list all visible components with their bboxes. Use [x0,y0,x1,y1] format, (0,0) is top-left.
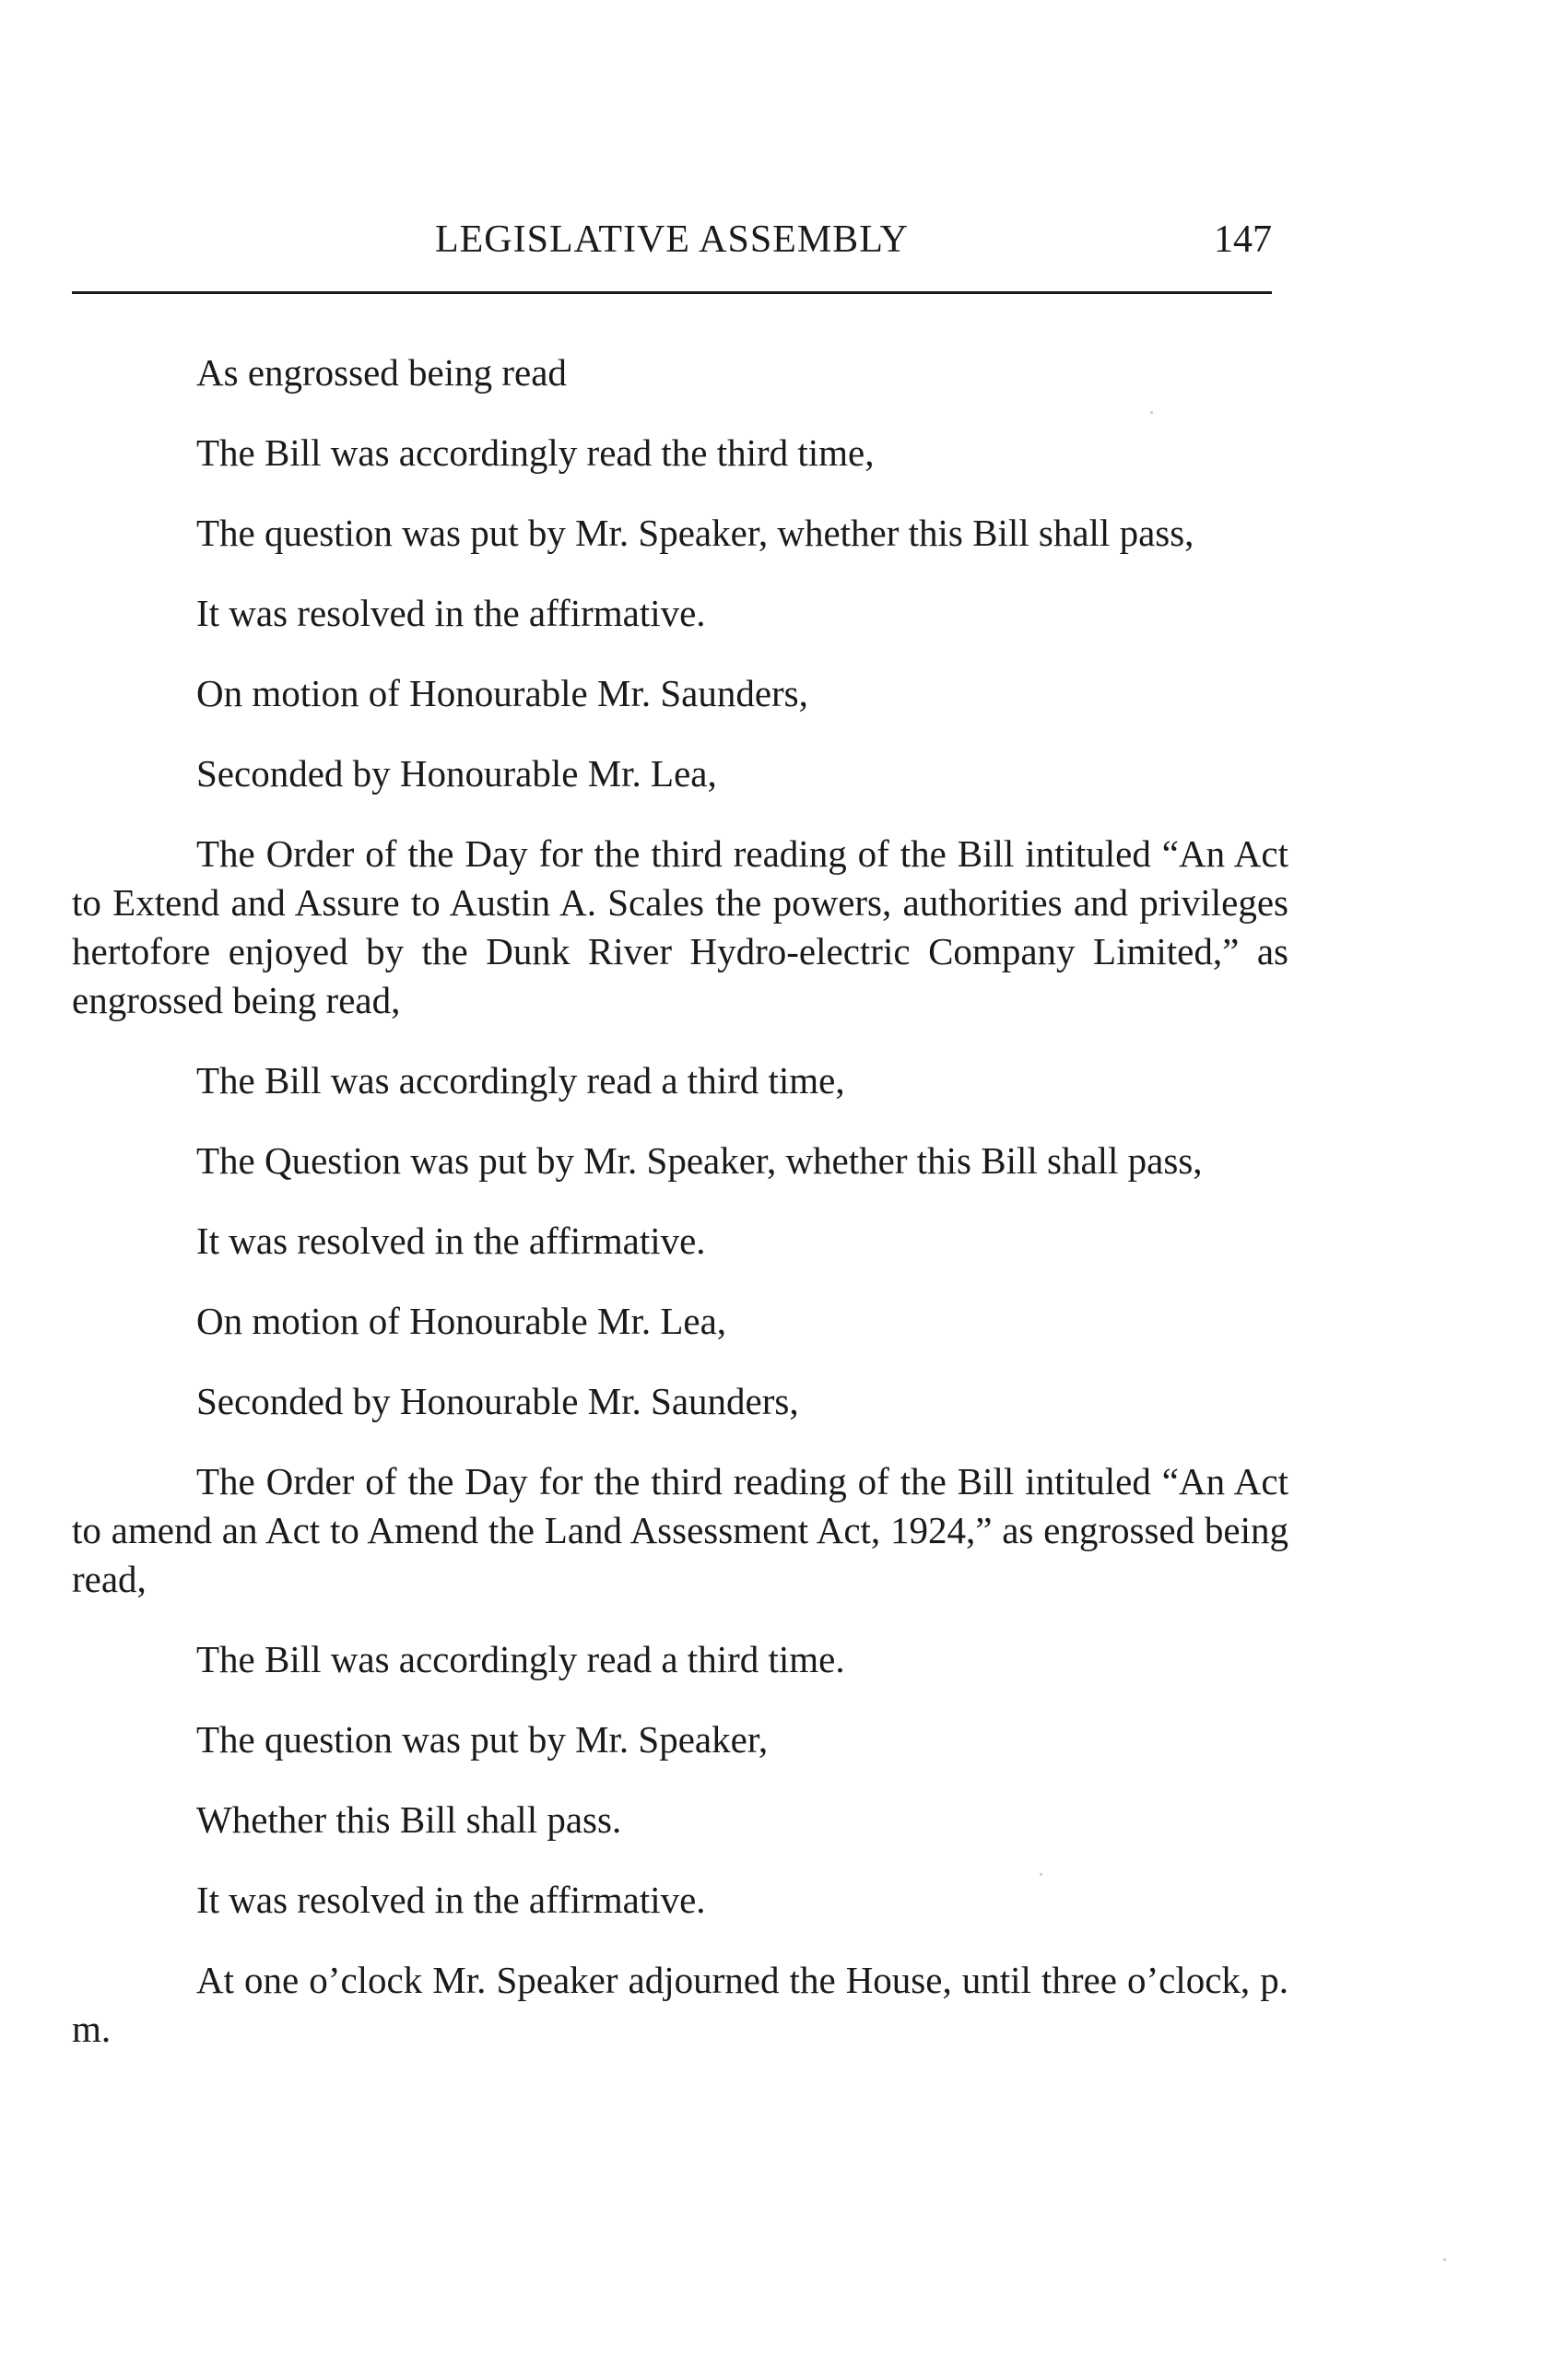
page-title: LEGISLATIVE ASSEMBLY [435,218,909,261]
paragraph: The question was put by Mr. Speaker, [196,1718,769,1761]
paragraph: As engrossed being read [196,351,567,394]
paragraph: The question was put by Mr. Speaker, whether this Bill shall pass, [196,512,1194,554]
scan-speck [1040,1873,1042,1876]
paragraph: It was resolved in the affirmative. [196,1879,706,1921]
paragraph: The Order of the Day for the third reading of the Bill intituled “An Act to Extend and Assure to Austin A. Scales the powers, authorities and privileges hertofore enjoyed by the Dunk River Hydro-electric Company Limited,” as engrossed being read, [72,832,1288,1021]
paragraph: The Question was put by Mr. Speaker, whether this Bill shall pass, [196,1139,1203,1182]
paragraph: The Bill was accordingly read the third time, [196,431,875,474]
header-rule [72,291,1272,294]
page-number: 147 [1214,218,1272,261]
paragraph: At one o’clock Mr. Speaker adjourned the House, until three o’clock, p. m. [72,1959,1288,2050]
paragraph: It was resolved in the affirmative. [196,1219,706,1262]
paragraph: On motion of Honourable Mr. Lea, [196,1300,727,1342]
running-head [72,218,1272,275]
paragraph: On motion of Honourable Mr. Saunders, [196,672,808,714]
paragraph: The Bill was accordingly read a third time, [196,1059,845,1102]
paragraph: The Order of the Day for the third reading of the Bill intituled “An Act to amend an Act to Amend the Land Assessment Act, 1924,” as engrossed being read, [72,1460,1288,1600]
scan-speck [1443,2258,1446,2261]
paragraph: Seconded by Honourable Mr. Saunders, [196,1380,799,1422]
paragraph: It was resolved in the affirmative. [196,592,706,634]
paragraph: Whether this Bill shall pass. [196,1798,622,1841]
paragraph: The Bill was accordingly read a third time. [196,1638,845,1680]
paragraph: Seconded by Honourable Mr. Lea, [196,752,717,795]
body-text [72,348,1288,2085]
scan-speck [1150,411,1153,414]
